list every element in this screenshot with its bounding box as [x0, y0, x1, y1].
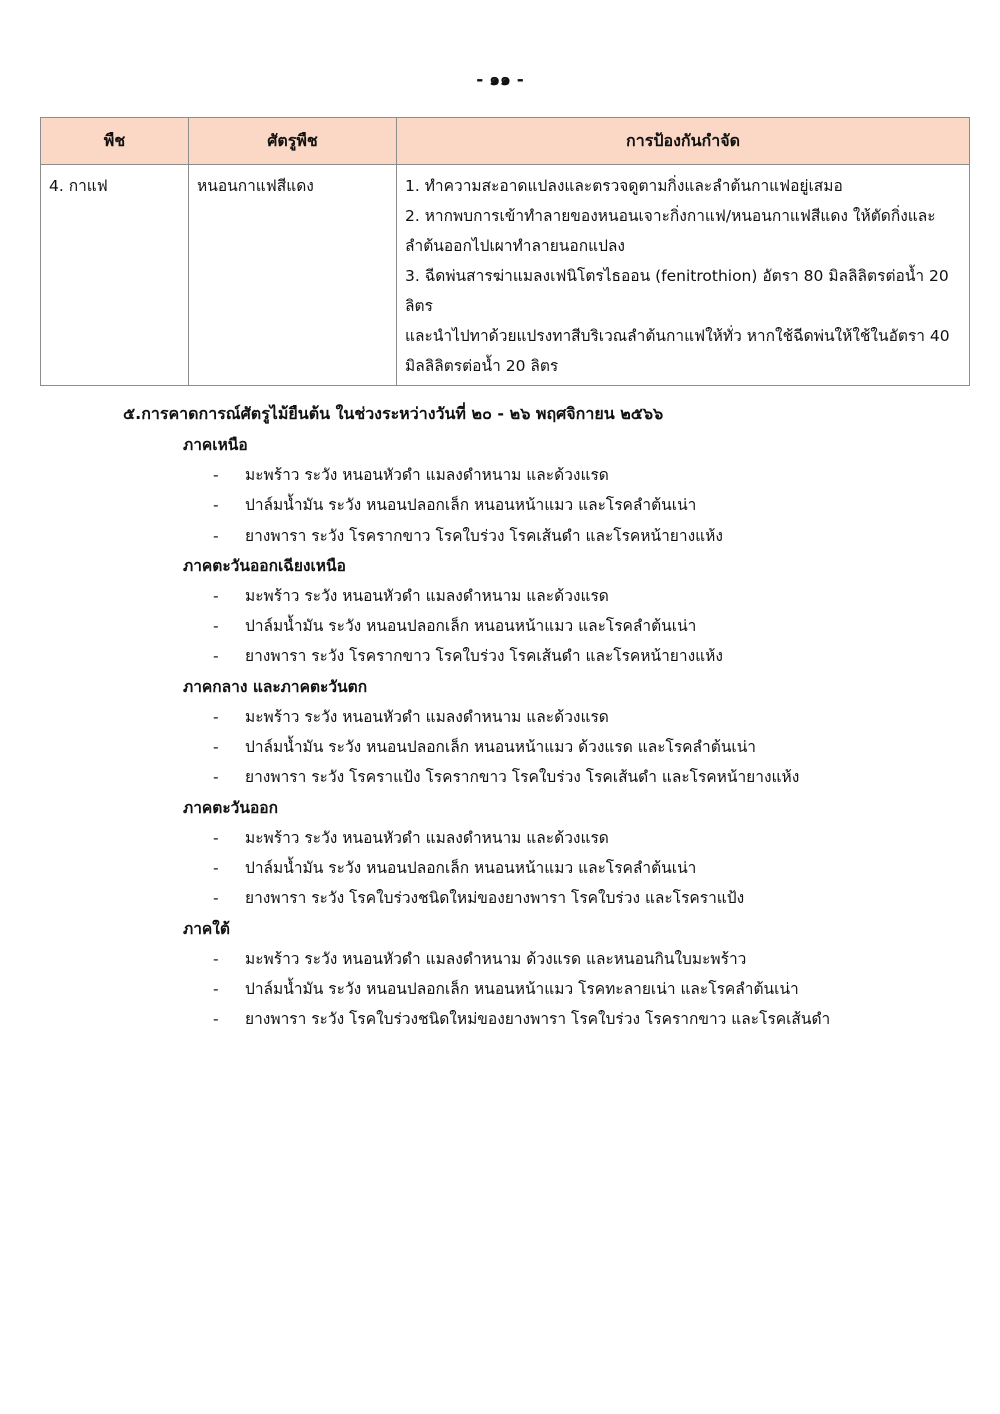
list-item-text: ปาล์มน้ำมัน ระวัง หนอนปลอกเล็ก หนอนหน้าแมว ด้วงแรด และโรคลำต้นเน่า [245, 738, 757, 757]
dash-bullet: - [213, 738, 219, 757]
list-item-text: ปาล์มน้ำมัน ระวัง หนอนปลอกเล็ก หนอนหน้าแมว และโรคลำต้นเน่า [245, 617, 697, 636]
dash-bullet: - [213, 466, 219, 484]
region-title: ภาคกลาง และภาคตะวันตก [183, 677, 368, 696]
list-item [213, 581, 973, 611]
dash-bullet: - [213, 526, 219, 545]
pest-control-table [40, 117, 970, 386]
region-title: ภาคตะวันออก [183, 798, 278, 817]
dash-bullet: - [213, 496, 219, 515]
dash-bullet: - [213, 858, 219, 877]
list-item-text: ยางพารา ระวัง โรคใบร่วงชนิดใหม่ของยางพารา โรคใบร่วง โรครากขาว และโรคเส้นดำ [245, 1010, 831, 1029]
list-item [213, 490, 973, 520]
list-item [213, 944, 973, 974]
header-plant: พืช [41, 118, 189, 165]
region-title: ภาคตะวันออกเฉียงเหนือ [183, 556, 346, 575]
list-item [213, 974, 973, 1004]
dash-bullet: - [213, 979, 219, 998]
region-title: ภาคเหนือ [183, 436, 248, 454]
list-item [213, 883, 973, 913]
list-item [213, 732, 973, 762]
cell-control-methods [397, 165, 970, 386]
method-line: 2. หากพบการเข้าทำลายของหนอนเจาะกิ่งกาแฟ/หนอนกาแฟสีแดง ให้ตัดกิ่งและ [405, 207, 936, 225]
list-item [213, 823, 973, 853]
method-line: มิลลิลิตรต่อน้ำ 20 ลิตร [405, 357, 559, 375]
header-pest: ศัตรูพืช [189, 118, 397, 165]
dash-bullet: - [213, 949, 219, 968]
list-item-text: ปาล์มน้ำมัน ระวัง หนอนปลอกเล็ก หนอนหน้าแมว โรคทะลายเน่า และโรคลำต้นเน่า [245, 979, 799, 998]
method-line: 1. ทำความสะอาดแปลงและตรวจดูตามกิ่งและลำต้นกาแฟอยู่เสมอ [405, 177, 843, 195]
method-line: และนำไปทาด้วยแปรงทาสีบริเวณลำต้นกาแฟให้ทั่ว หากใช้ฉีดพ่นให้ใช้ในอัตรา 40 [405, 327, 950, 345]
dash-bullet: - [213, 707, 219, 726]
table-row [41, 165, 970, 386]
list-item-text: มะพร้าว ระวัง หนอนหัวดำ แมลงดำหนาม และด้วงแรด [245, 586, 609, 605]
list-item [213, 460, 973, 490]
dash-bullet: - [213, 647, 219, 666]
list-item [213, 762, 973, 792]
list-item-text: ยางพารา ระวัง โรครากขาว โรคใบร่วง โรคเส้นดำ และโรคหน้ายางแห้ง [245, 526, 723, 545]
page-number: - ๑๑ - [476, 70, 524, 90]
cell-plant: 4. กาแฟ [41, 165, 189, 386]
method-line: ลำต้นออกไปเผาทำลายนอกแปลง [405, 237, 625, 255]
list-item [213, 853, 973, 883]
table-header-row [41, 118, 970, 165]
cell-pest: หนอนกาแฟสีแดง [189, 165, 397, 386]
header-control-method: การป้องกันกำจัด [397, 118, 970, 165]
forecast-title: ๕.การคาดการณ์ศัตรูไม้ยืนต้น ในช่วงระหว่างวันที่ ๒๐ - ๒๖ พฤศจิกายน ๒๕๖๖ [123, 404, 664, 423]
list-item [213, 1004, 973, 1034]
method-line: 3. ฉีดพ่นสารฆ่าแมลงเฟนิโตรไธออน (fenitrothion) อัตรา 80 มิลลิลิตรต่อน้ำ 20 ลิตร [405, 267, 949, 315]
list-item [213, 641, 973, 671]
list-item [213, 521, 973, 551]
dash-bullet: - [213, 889, 219, 908]
dash-bullet: - [213, 617, 219, 636]
region-title: ภาคใต้ [183, 919, 230, 938]
list-item-text: ปาล์มน้ำมัน ระวัง หนอนปลอกเล็ก หนอนหน้าแมว และโรคลำต้นเน่า [245, 858, 697, 877]
list-item-text: ยางพารา ระวัง โรครากขาว โรคใบร่วง โรคเส้นดำ และโรคหน้ายางแห้ง [245, 647, 723, 666]
dash-bullet: - [213, 768, 219, 787]
list-item-text: มะพร้าว ระวัง หนอนหัวดำ แมลงดำหนาม และด้วงแรด [245, 707, 609, 726]
list-item-text: ยางพารา ระวัง โรคราแป้ง โรครากขาว โรคใบร่วง โรคเส้นดำ และโรคหน้ายางแห้ง [245, 768, 800, 787]
dash-bullet: - [213, 586, 219, 605]
dash-bullet: - [213, 1010, 219, 1029]
dash-bullet: - [213, 828, 219, 847]
list-item [213, 611, 973, 641]
list-item [213, 702, 973, 732]
forecast-section [123, 398, 973, 1034]
list-item-text: ยางพารา ระวัง โรคใบร่วงชนิดใหม่ของยางพารา โรคใบร่วง และโรคราแป้ง [245, 889, 745, 908]
list-item-text: มะพร้าว ระวัง หนอนหัวดำ แมลงดำหนาม ด้วงแรด และหนอนกินใบมะพร้าว [245, 949, 747, 968]
list-item-text: มะพร้าว ระวัง หนอนหัวดำ แมลงดำหนาม และด้วงแรด [245, 828, 609, 847]
list-item-text: ปาล์มน้ำมัน ระวัง หนอนปลอกเล็ก หนอนหน้าแมว และโรคลำต้นเน่า [245, 496, 697, 515]
list-item-text: มะพร้าว ระวัง หนอนหัวดำ แมลงดำหนาม และด้วงแรด [245, 466, 609, 484]
